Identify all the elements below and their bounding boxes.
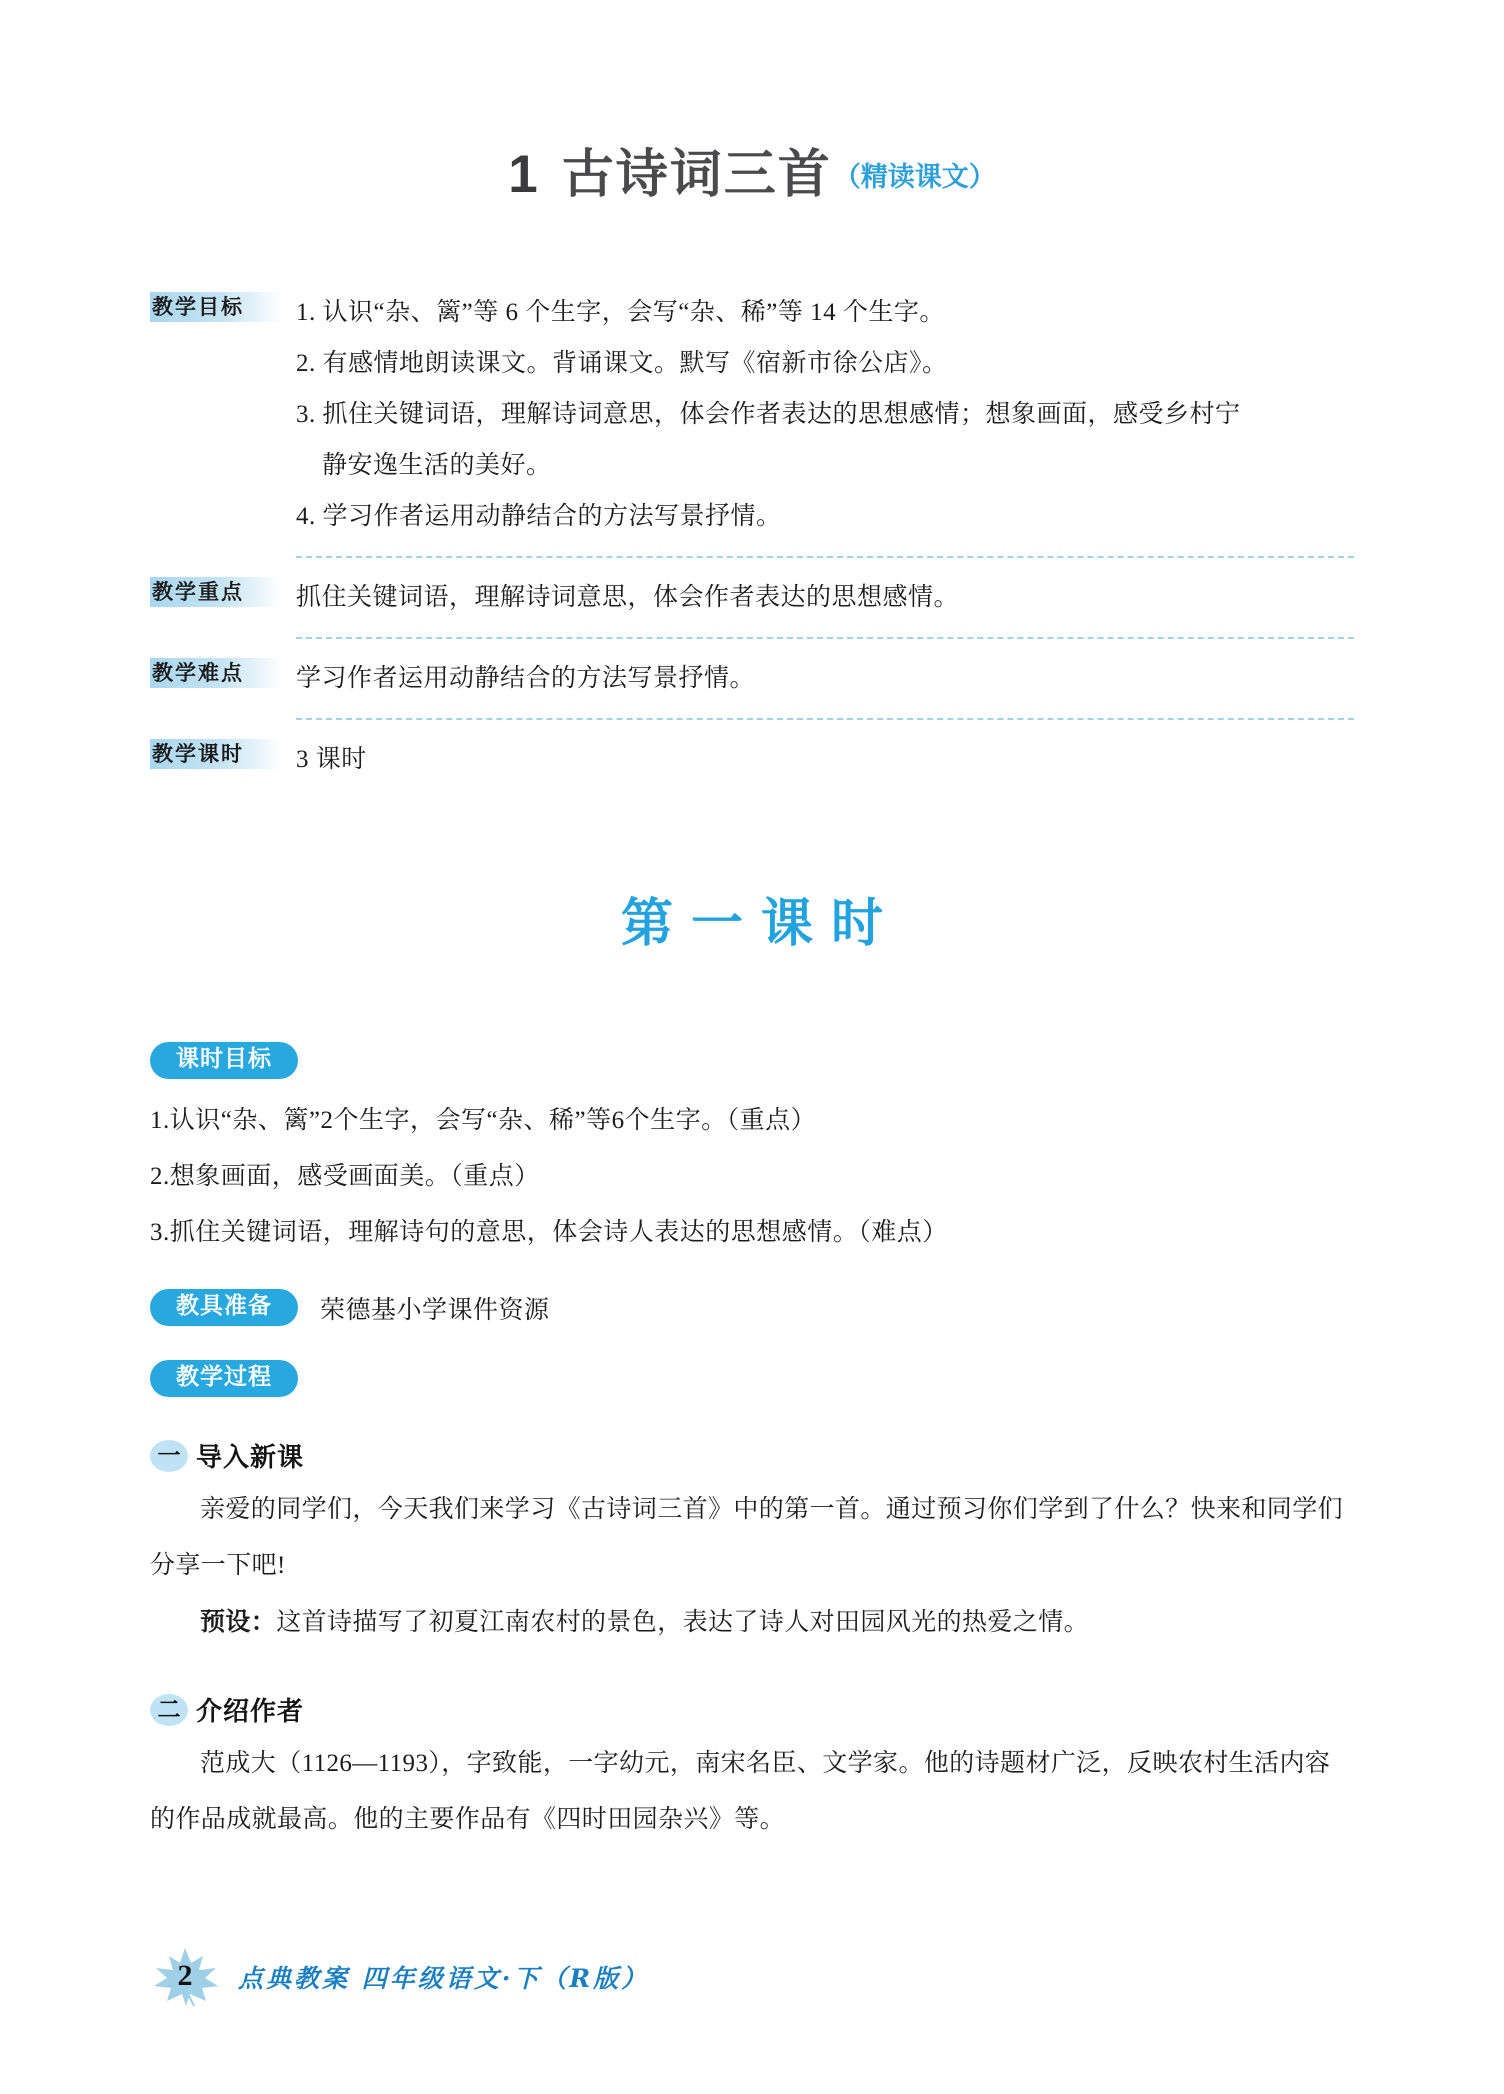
step-one-body xyxy=(150,1482,1354,1651)
page-footer xyxy=(150,1946,649,2008)
objectives-row xyxy=(150,287,1354,542)
periods-label: 教学课时 xyxy=(150,739,282,769)
teaching-process-row xyxy=(150,1360,1354,1397)
step-number-badge: 二 xyxy=(150,1694,188,1726)
section-divider xyxy=(296,637,1354,639)
page-title xyxy=(150,145,1354,205)
objective-item: 1. 认识“杂、篱”等 6 个生字，会写“杂、稀”等 14 个生字。 xyxy=(296,299,945,326)
paragraph: 范成大（1126—1193），字致能，一字幼元，南宋名臣、文学家。他的诗题材广泛，反映农村生活内容的作品成就最高。他的主要作品有《四时田园杂兴》等。 xyxy=(150,1750,1331,1833)
preset-text: 这首诗描写了初夏江南农村的景色，表达了诗人对田园风光的热爱之情。 xyxy=(276,1609,1090,1636)
paragraph: 亲爱的同学们，今天我们来学习《古诗词三首》中的第一首。通过预习你们学到了什么？快来和同学们分享一下吧! xyxy=(150,1496,1344,1579)
footer-book-title: 点典教案 四年级语文·下（R版） xyxy=(238,1964,650,1993)
period-goals-section xyxy=(150,1042,1354,1261)
step-two-head xyxy=(150,1691,1354,1728)
objective-item: 4. 学习作者运用动静结合的方法写景抒情。 xyxy=(296,503,782,530)
period-goal-badge: 课时目标 xyxy=(150,1042,298,1079)
step-two-title: 介绍作者 xyxy=(196,1697,305,1727)
step-two-body xyxy=(150,1736,1354,1848)
teaching-process-badge: 教学过程 xyxy=(150,1360,298,1397)
period-goal-list xyxy=(150,1093,1354,1261)
preset-label: 预设： xyxy=(200,1607,277,1636)
key-point-row xyxy=(150,572,1354,623)
period-heading: 第一课时 xyxy=(620,894,901,954)
difficulty-label: 教学难点 xyxy=(150,658,282,688)
objective-item: 2. 有感情地朗读课文。背诵课文。默写《宿新市徐公店》。 xyxy=(296,350,948,377)
step-one-head xyxy=(150,1437,1354,1474)
step-one-title: 导入新课 xyxy=(196,1443,305,1473)
periods-row xyxy=(150,734,1354,785)
periods-body: 3 课时 xyxy=(296,746,367,773)
goal-item: 1.认识“杂、篱”2个生字，会写“杂、稀”等6个生字。（重点） xyxy=(150,1107,817,1134)
page-number: 2 xyxy=(177,1959,193,1992)
goal-item: 3.抓住关键词语，理解诗句的意思，体会诗人表达的思想感情。（难点） xyxy=(150,1219,948,1246)
difficulty-body: 学习作者运用动静结合的方法写景抒情。 xyxy=(296,665,756,692)
section-divider xyxy=(296,718,1354,720)
lesson-number: 1 xyxy=(508,145,538,204)
teaching-prep-text: 荣德基小学课件资源 xyxy=(320,1296,550,1324)
preset-paragraph xyxy=(150,1594,1354,1651)
teaching-meta-block xyxy=(150,287,1354,785)
objective-item-cont: 静安逸生活的美好。 xyxy=(322,452,552,479)
key-point-body: 抓住关键词语，理解诗词意思，体会作者表达的思想感情。 xyxy=(296,584,960,611)
step-one xyxy=(150,1437,1354,1651)
goal-item: 2.想象画面，感受画面美。（重点） xyxy=(150,1163,540,1190)
objectives-body xyxy=(282,287,1354,542)
key-point-label: 教学重点 xyxy=(150,577,282,607)
objective-item: 3. 抓住关键词语，理解诗词意思，体会作者表达的思想感情；想象画面，感受乡村宁 xyxy=(296,401,1241,428)
difficulty-row xyxy=(150,653,1354,704)
teaching-prep-row xyxy=(150,1289,1354,1326)
objectives-label: 教学目标 xyxy=(150,292,282,322)
lesson-title: 古诗词三首 xyxy=(561,145,832,205)
teaching-prep-badge: 教具准备 xyxy=(150,1289,298,1326)
step-two xyxy=(150,1691,1354,1848)
lesson-type-note: （精读课文） xyxy=(833,162,996,193)
maple-leaf-icon xyxy=(150,1946,220,2008)
section-divider xyxy=(296,556,1354,558)
step-number-badge: 一 xyxy=(150,1440,188,1472)
